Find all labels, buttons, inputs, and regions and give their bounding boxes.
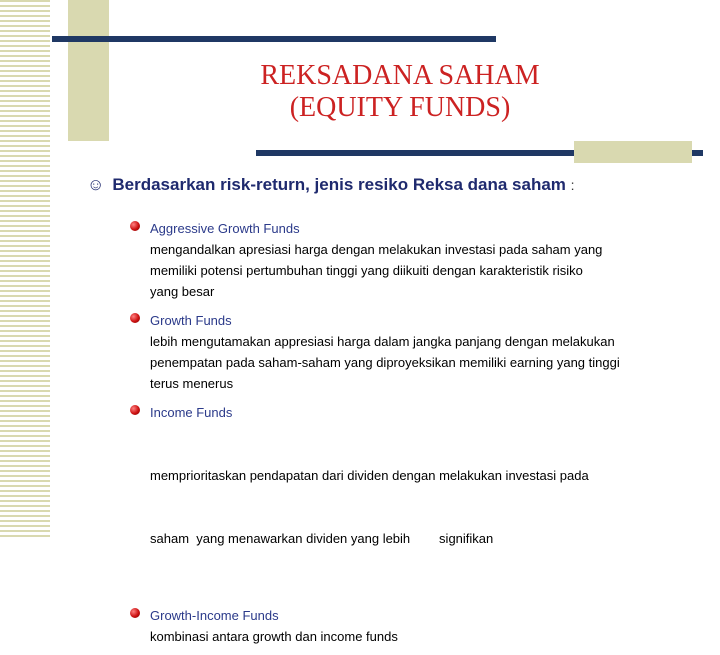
- item-line: memiliki potensi pertumbuhan tinggi yang diikuiti dengan karakteristik risiko: [150, 263, 583, 278]
- item-description: [150, 423, 708, 591]
- item-line: saham yang menawarkan dividen yang lebih signifikan: [150, 531, 494, 546]
- list-item: [128, 310, 708, 394]
- title-line-1: REKSADANA SAHAM: [260, 60, 540, 91]
- list-item: [128, 218, 708, 302]
- item-description: [150, 239, 708, 302]
- bullet-icon: [130, 405, 140, 415]
- bullet-icon: [130, 608, 140, 618]
- item-line: lebih mengutamakan appresiasi harga dalam jangka panjang dengan melakukan: [150, 334, 615, 349]
- item-title: Growth Funds: [150, 313, 232, 328]
- smiley-icon: ☺: [87, 175, 105, 194]
- item-title: Income Funds: [150, 405, 233, 420]
- item-title: Aggressive Growth Funds: [150, 221, 300, 236]
- list-item: [128, 402, 708, 591]
- intro-line: [87, 175, 575, 195]
- item-line: penempatan pada saham-saham yang diproyeksikan memiliki earning yang tinggi: [150, 355, 620, 370]
- intro-text: Berdasarkan risk-return, jenis resiko Reksa dana saham: [112, 175, 566, 194]
- bullet-icon: [130, 221, 140, 231]
- item-title: Growth-Income Funds: [150, 608, 279, 623]
- decorative-block-top: [68, 0, 109, 141]
- item-description: [150, 331, 708, 394]
- decorative-block-right: [574, 141, 692, 163]
- item-line: kombinasi antara growth dan income funds: [150, 629, 398, 644]
- item-line: mengandalkan apresiasi harga dengan melakukan investasi pada saham yang: [150, 242, 603, 257]
- item-line: terus menerus: [150, 376, 234, 391]
- title-rule-top: [52, 36, 496, 42]
- list-item: [128, 605, 708, 647]
- slide-title: [150, 60, 650, 124]
- fund-list: [128, 218, 708, 655]
- bullet-icon: [130, 313, 140, 323]
- item-line: memprioritaskan pendapatan dari dividen dengan melakukan investasi pada: [150, 468, 589, 483]
- title-line-2: (EQUITY FUNDS): [289, 92, 511, 123]
- decorative-stripes: [0, 0, 50, 540]
- item-description: [150, 626, 708, 647]
- intro-colon: :: [570, 177, 575, 193]
- item-line: yang besar: [150, 284, 215, 299]
